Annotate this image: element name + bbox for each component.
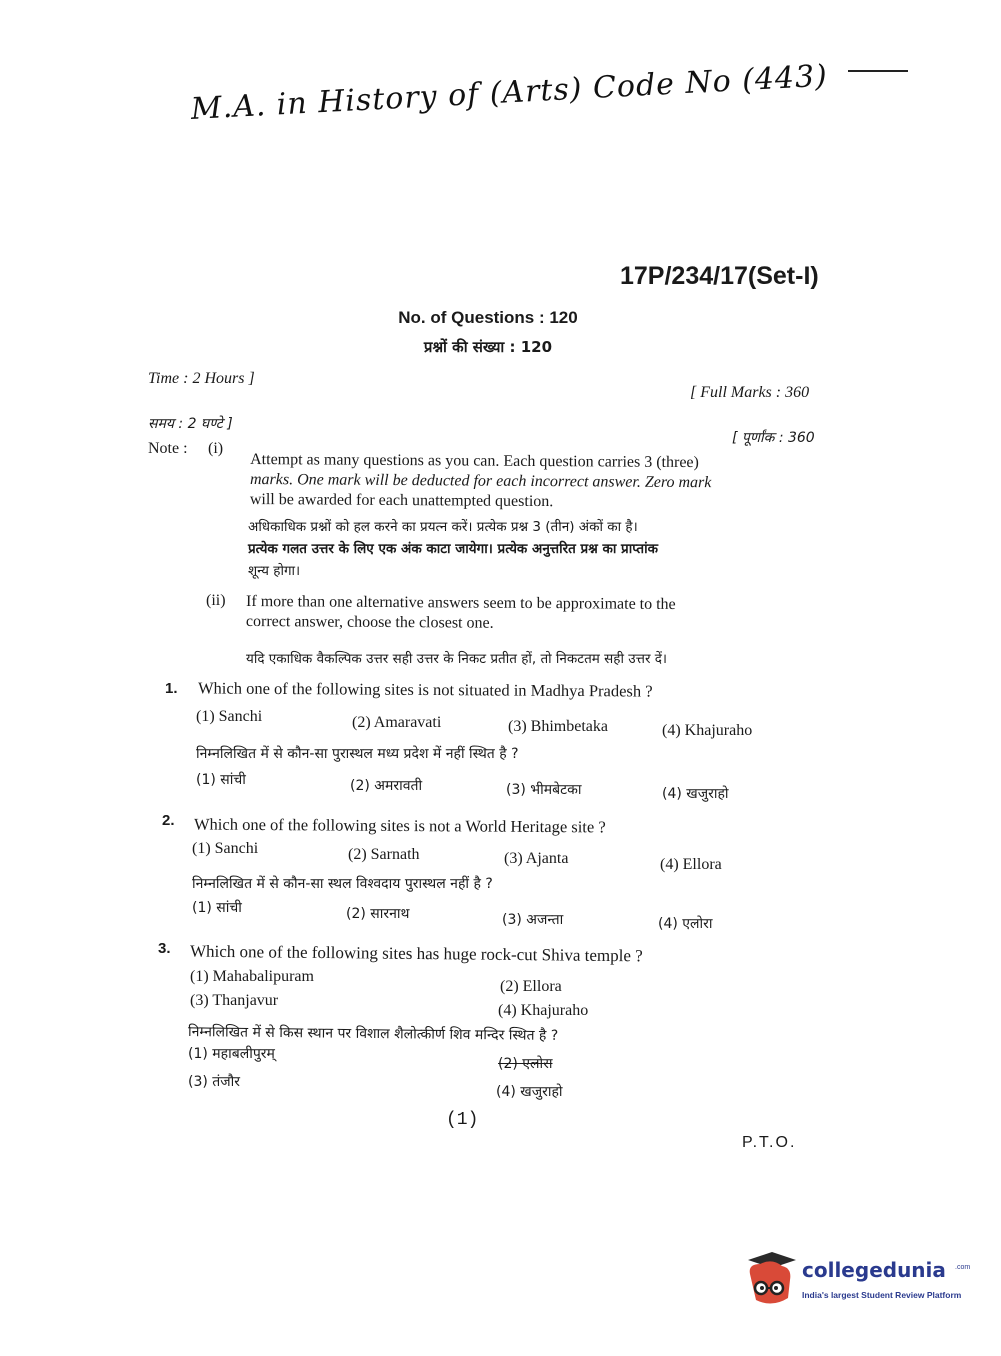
question-3-hindi-option-1: (1) महाबलीपुरम्	[188, 1046, 275, 1062]
brand-tagline: India's largest Student Review Platform	[802, 1290, 962, 1300]
note-1-hindi: अधिकाधिक प्रश्नों को हल करने का प्रयत्न करें। प्रत्येक प्रश्न 3 (तीन) अंकों का है। प्रत्येक गलत उत्तर के लिए एक अंक काटा जायेगा। प्रत्येक अनुत्तरित प्रश्न का प्राप्तांक शून्य होगा।	[248, 519, 658, 579]
question-1-hindi-option-4: (4) खजुराहो	[662, 786, 729, 802]
mascot-icon	[742, 1250, 800, 1312]
brand-name: collegedunia	[802, 1258, 946, 1282]
question-1-hindi-option-2: (2) अमरावती	[350, 778, 423, 794]
question-2-text: Which one of the following sites is not a World Heritage site ?	[193, 814, 606, 837]
time-allowed: Time : 2 Hours ]	[148, 370, 255, 387]
note-label: Note :	[148, 440, 188, 457]
question-3-text: Which one of the following sites has huge rock-cut Shiva temple ?	[189, 941, 643, 966]
question-2-hindi-text: निम्नलिखित में से कौन-सा स्थल विश्वदाय पुरास्थल नहीं है ?	[192, 876, 493, 892]
question-3-number: 3.	[158, 940, 171, 957]
question-1-option-4: (4) Khajuraho	[662, 722, 753, 739]
question-3-hindi-option-4: (4) खजुराहो	[496, 1084, 563, 1100]
full-marks-hindi: [ पूर्णांक : 360	[732, 430, 815, 446]
note-2-english: If more than one alternative answers seem to be approximate to the correct answer, choose the closest one.	[245, 593, 676, 632]
question-1-number: 1.	[165, 680, 178, 697]
question-3-option-4: (4) Khajuraho	[498, 1002, 589, 1019]
full-marks: [ Full Marks : 360	[690, 384, 810, 401]
time-allowed-hindi: समय : 2 घण्टे ]	[148, 416, 233, 432]
number-of-questions-hindi: प्रश्नों की संख्या : 120	[423, 338, 553, 356]
question-2-hindi-option-1: (1) सांची	[192, 900, 242, 916]
number-of-questions: No. of Questions : 120	[398, 308, 578, 327]
note-1-english: Attempt as many questions as you can. Each question carries 3 (three) marks. One mark will be deducted for each incorrect answer. Zero mark will be awarded for each unattempted question.	[249, 451, 712, 511]
question-3-option-2: (2) Ellora	[500, 978, 562, 995]
note-2-number: (ii)	[206, 592, 226, 609]
question-1-hindi-option-1: (1) सांची	[196, 772, 246, 788]
handwritten-title: M.A. in History of (Arts) Code No (443)	[190, 58, 829, 127]
header-rule	[848, 70, 908, 72]
note-1-number: (i)	[208, 440, 224, 457]
brand-domain: .com	[955, 1264, 971, 1271]
question-3-option-1: (1) Mahabalipuram	[190, 968, 314, 985]
page-number: (1)	[446, 1110, 479, 1130]
question-1-hindi-option-3: (3) भीमबेटका	[506, 782, 582, 798]
question-2-option-4: (4) Ellora	[660, 856, 722, 873]
question-2-hindi-option-3: (3) अजन्ता	[502, 912, 564, 928]
please-turn-over: P.T.O.	[742, 1134, 797, 1151]
question-1-option-3: (3) Bhimbetaka	[508, 718, 608, 735]
question-3-hindi-text: निम्नलिखित में से किस स्थान पर विशाल शैलोत्कीर्ण शिव मन्दिर स्थित है ?	[187, 1024, 559, 1044]
note-2-hindi: यदि एकाधिक वैकल्पिक उत्तर सही उत्तर के निकट प्रतीत हों, तो निकटतम सही उत्तर दें।	[246, 651, 668, 667]
question-2-number: 2.	[162, 812, 175, 829]
question-2-hindi-option-2: (2) सारनाथ	[346, 906, 410, 922]
question-1-option-2: (2) Amaravati	[352, 714, 442, 731]
question-2-option-2: (2) Sarnath	[348, 846, 420, 863]
collegedunia-watermark	[742, 1250, 972, 1312]
question-2-hindi-option-4: (4) एलोरा	[658, 916, 713, 932]
question-3-hindi-option-2: (2) एलोरा	[498, 1056, 553, 1072]
question-1-hindi-text: निम्नलिखित में से कौन-सा पुरास्थल मध्य प्रदेश में नहीं स्थित है ?	[196, 746, 519, 762]
question-2-option-3: (3) Ajanta	[504, 850, 569, 867]
paper-code: 17P/234/17(Set-I)	[620, 262, 819, 290]
question-3-hindi-option-3: (3) तंजौर	[188, 1074, 241, 1090]
question-3-option-3: (3) Thanjavur	[190, 992, 279, 1009]
question-2-option-1: (1) Sanchi	[192, 840, 259, 857]
question-1-text: Which one of the following sites is not situated in Madhya Pradesh ?	[197, 678, 653, 701]
question-1-option-1: (1) Sanchi	[196, 708, 263, 725]
